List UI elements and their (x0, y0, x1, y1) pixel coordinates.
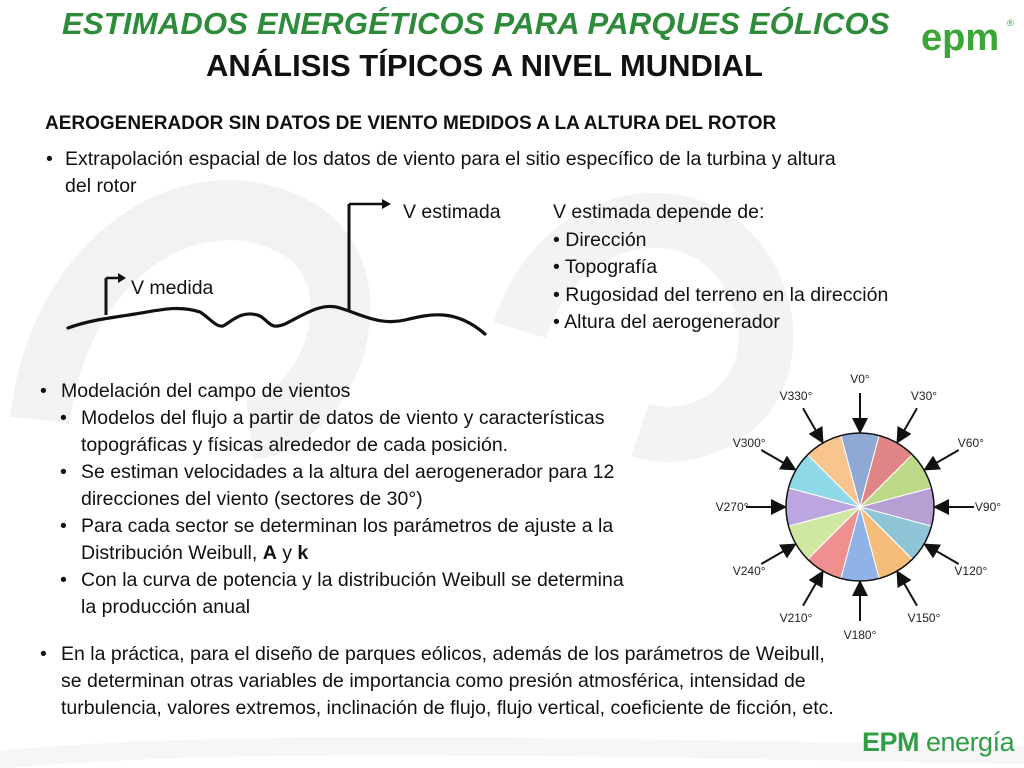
rose-label-8: V240° (732, 564, 766, 578)
list-item: • Rugosidad del terreno en la dirección (553, 283, 889, 306)
rose-label-6: V180° (843, 628, 877, 642)
rose-label-11: V330° (779, 389, 813, 404)
section-heading: AEROGENERADOR SIN DATOS DE VIENTO MEDIDOS A LA ALTURA DEL ROTOR (45, 113, 777, 134)
extrapolation-line2: del rotor (65, 175, 137, 197)
extrapolation-bullet: • Extrapolación espacial de los datos de viento para el sitio específico de la turbina y altura del rotor (46, 146, 991, 200)
footer-brand: EPM energía (862, 727, 1015, 757)
rose-arrow-10 (761, 450, 793, 469)
rose-label-4: V120° (954, 564, 988, 578)
svg-text:®: ® (1007, 18, 1014, 28)
rose-arrow-2 (927, 450, 959, 469)
v-measured-label: V medida (131, 277, 214, 299)
rose-label-0: V0° (850, 372, 870, 386)
rose-label-1: V30° (910, 389, 938, 404)
rose-label-2: V60° (957, 436, 984, 450)
svg-text:epm: epm (921, 17, 1000, 59)
practice-bullet: • En la práctica, para el diseño de parques eólicos, además de los parámetros de Weibull, se determinan otras variables de importancia como presión atmosférica, intensidad de turbulencia, valores extremos, inclinación de flujo, flujo vertical, coeficiente de ficción, etc. (40, 643, 834, 719)
rose-label-10: V300° (732, 436, 766, 450)
v-estimated-label: V estimada (403, 201, 501, 223)
modeling-sub-1: • Modelos del flujo a partir de datos de viento y características topográficas y físicas alrededor de cada posición. (60, 407, 605, 456)
modeling-sub-2: • Se estiman velocidades a la altura del aerogenerador para 12 direcciones del viento (sectores de 30°) (60, 461, 615, 510)
rose-arrow-11 (803, 408, 822, 440)
page-title: ESTIMADOS ENERGÉTICOS PARA PARQUES EÓLICOS (62, 6, 890, 41)
list-item: • Dirección (553, 228, 647, 251)
list-item: • Topografía (553, 256, 658, 278)
modeling-bullet: • Modelación del campo de vientos (40, 378, 730, 405)
rose-arrow-7 (803, 574, 822, 606)
depends-title: V estimada depende de: (553, 201, 765, 223)
rose-label-7: V210° (779, 610, 813, 625)
rose-arrow-4 (927, 546, 959, 565)
rose-arrow-8 (761, 546, 793, 565)
rose-label-5: V150° (907, 610, 941, 625)
rose-arrow-5 (899, 574, 918, 606)
modeling-sub-4: • Con la curva de potencia y la distribución Weibull se determina la producción anual (60, 569, 624, 618)
rose-label-9: V270° (715, 500, 749, 514)
list-item: • Altura del aerogenerador (553, 311, 780, 333)
epm-logo (915, 14, 1020, 59)
modeling-main: Modelación del campo de vientos (61, 380, 351, 402)
modeling-sub-3: • Para cada sector se determinan los parámetros de ajuste a la Distribución Weibull, A y k (60, 515, 614, 564)
wind-rose-diagram (715, 360, 1020, 642)
rose-arrow-1 (899, 408, 918, 440)
page-subtitle: ANÁLISIS TÍPICOS A NIVEL MUNDIAL (206, 48, 763, 83)
depends-list (553, 199, 973, 337)
rose-label-3: V90° (974, 500, 1002, 514)
extrapolation-line1: Extrapolación espacial de los datos de viento para el sitio específico de la turbina y altura (65, 148, 836, 170)
